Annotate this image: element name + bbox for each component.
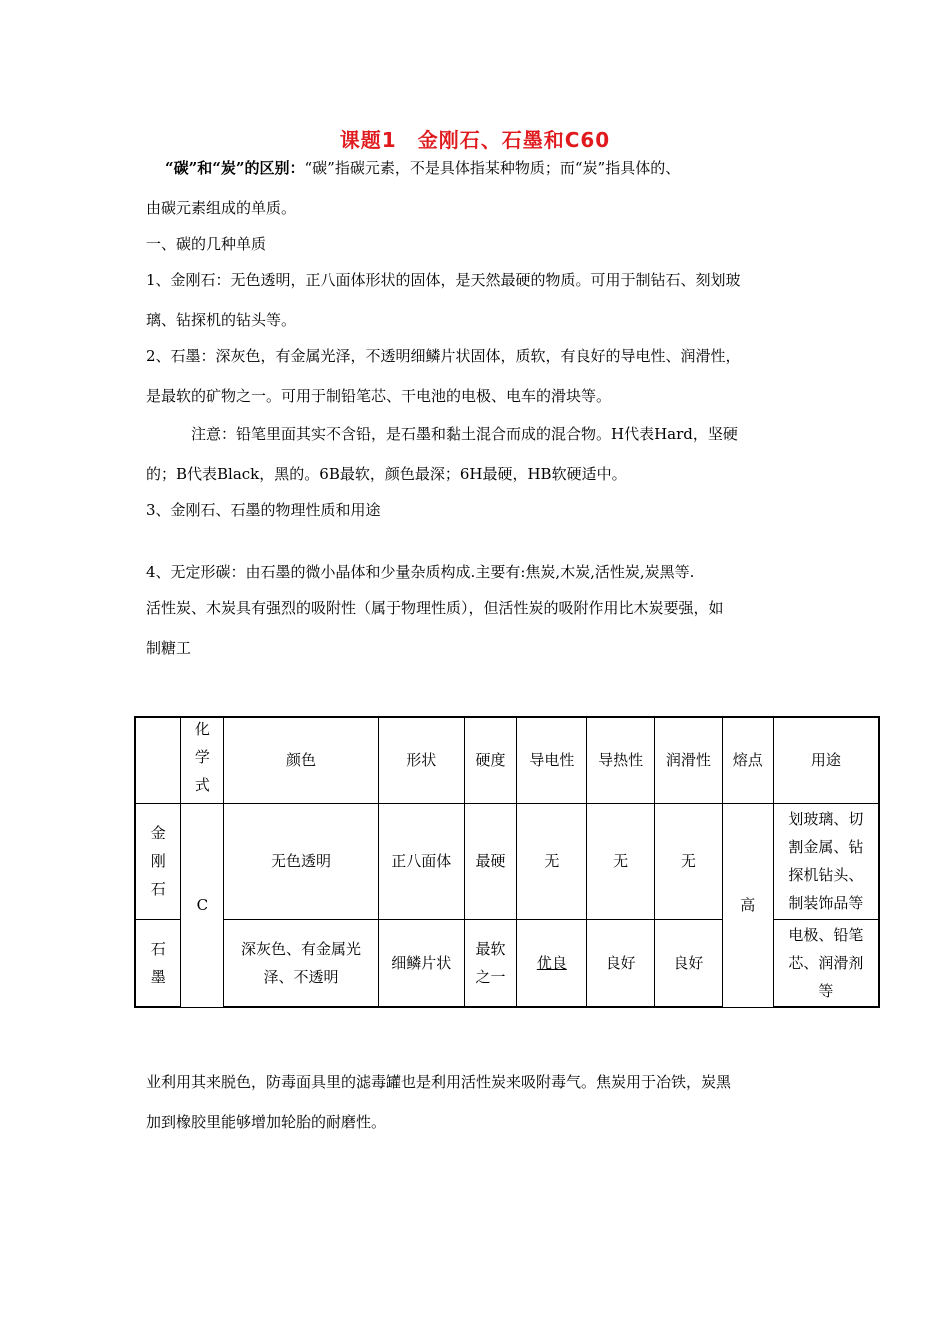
diamond-hardness: 最硬 bbox=[464, 803, 517, 919]
diamond-lubricity: 无 bbox=[655, 803, 723, 919]
header-conductivity: 导电性 bbox=[517, 717, 587, 803]
graphite-shape: 细鳞片状 bbox=[378, 919, 464, 1007]
graphite-conductivity-text: 优良 bbox=[536, 953, 567, 972]
section-heading: 一、碳的几种单质 bbox=[146, 235, 267, 253]
diamond-name: 金 刚 石 bbox=[135, 803, 181, 919]
header-shape: 形状 bbox=[378, 717, 464, 803]
header-hardness: 硬度 bbox=[464, 717, 517, 803]
properties-table bbox=[134, 716, 880, 1008]
continuation-line-2: 加到橡胶里能够增加轮胎的耐磨性。 bbox=[146, 1113, 387, 1131]
diamond-conductivity: 无 bbox=[517, 803, 587, 919]
graphite-lubricity: 良好 bbox=[655, 919, 723, 1007]
diamond-thermal: 无 bbox=[587, 803, 655, 919]
header-blank bbox=[135, 717, 181, 803]
header-lubricity: 润滑性 bbox=[655, 717, 723, 803]
graphite-uses: 电极、铅笔 芯、润滑剂 等 bbox=[773, 919, 879, 1007]
diamond-shape: 正八面体 bbox=[378, 803, 464, 919]
diamond-uses: 划玻璃、切 割金属、钻 探机钻头、 制装饰品等 bbox=[773, 803, 879, 919]
intro-line-2: 由碳元素组成的单质。 bbox=[146, 199, 297, 217]
header-color: 颜色 bbox=[224, 717, 379, 803]
table-row bbox=[135, 803, 879, 919]
graphite-thermal: 良好 bbox=[587, 919, 655, 1007]
item-4: 4、无定形碳：由石墨的微小晶体和少量杂质构成.主要有:焦炭,木炭,活性炭,炭黑等. bbox=[146, 563, 695, 581]
intro-line-1-text: “碳”指碳元素，不是具体指某种物质；而“炭”指具体的、 bbox=[304, 159, 681, 177]
item-3: 3、金刚石、石墨的物理性质和用途 bbox=[146, 501, 381, 519]
graphite-line-2: 是最软的矿物之一。可用于制铅笔芯、干电池的电极、电车的滑块等。 bbox=[146, 387, 612, 405]
note-line-2: 的；B代表Black，黑的。6B最软，颜色最深；6H最硬，HB软硬适中。 bbox=[146, 465, 627, 483]
diamond-line-1: 1、金刚石：无色透明，正八面体形状的固体，是天然最硬的物质。可用于制钻石、刻划玻 bbox=[146, 271, 741, 289]
graphite-conductivity bbox=[517, 919, 587, 1007]
header-melting: 熔点 bbox=[722, 717, 773, 803]
header-thermal: 导热性 bbox=[587, 717, 655, 803]
graphite-name: 石 墨 bbox=[135, 919, 181, 1007]
continuation-line-1: 业利用其来脱色，防毒面具里的滤毒罐也是利用活性炭来吸附毒气。焦炭用于冶铁，炭黑 bbox=[146, 1073, 732, 1091]
table-header-row bbox=[135, 717, 879, 803]
graphite-color: 深灰色、有金属光 泽、不透明 bbox=[224, 919, 379, 1007]
active-carbon-line-2: 制糖工 bbox=[146, 639, 192, 657]
formula-cell: C bbox=[181, 803, 224, 1007]
page-title: 课题1 金刚石、石墨和C60 bbox=[339, 128, 611, 152]
diamond-color: 无色透明 bbox=[224, 803, 379, 919]
diamond-line-2: 璃、钻探机的钻头等。 bbox=[146, 311, 297, 329]
note-line-1: 注意：铅笔里面其实不含铅，是石墨和黏土混合而成的混合物。H代表Hard，坚硬 bbox=[191, 425, 738, 443]
graphite-hardness: 最软 之一 bbox=[464, 919, 517, 1007]
intro-line-1 bbox=[165, 158, 680, 178]
active-carbon-line-1: 活性炭、木炭具有强烈的吸附性（属于物理性质），但活性炭的吸附作用比木炭要强，如 bbox=[146, 599, 724, 617]
header-uses: 用途 bbox=[773, 717, 879, 803]
header-formula: 化 学 式 bbox=[181, 717, 224, 803]
melting-cell: 高 bbox=[722, 803, 773, 1007]
graphite-line-1: 2、石墨：深灰色，有金属光泽，不透明细鳞片状固体，质软，有良好的导电性、润滑性， bbox=[146, 347, 741, 365]
intro-bold-lead: “碳”和“炭”的区别： bbox=[165, 159, 305, 177]
